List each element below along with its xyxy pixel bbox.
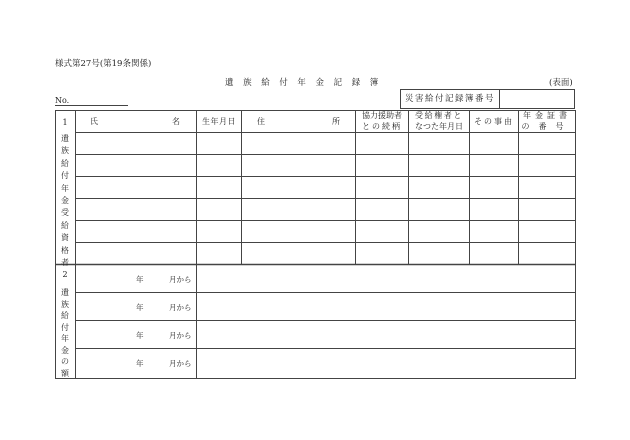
header-eligible-1: 受給権者と	[415, 111, 463, 120]
header-name-a: 氏	[90, 117, 98, 126]
header-relation-1: 協力援助者	[362, 111, 402, 120]
record-no-label: No.	[55, 96, 70, 105]
amount-row-year: 年	[136, 275, 144, 284]
amount-row-month: 月から	[169, 303, 192, 312]
side-label: (表面)	[549, 78, 573, 88]
amount-row-year: 年	[136, 331, 144, 340]
amount-row-year: 年	[136, 303, 144, 312]
section1-number: 1	[62, 118, 68, 127]
amount-row-month: 月から	[169, 359, 192, 368]
amount-row-month: 月から	[169, 275, 192, 284]
header-address-a: 住	[257, 117, 265, 126]
form-number-label: 様式第27号(第19条関係)	[55, 59, 152, 69]
document-title: 遺族給付年金記録簿	[225, 78, 388, 88]
header-address-b: 所	[332, 117, 340, 126]
register-number-label: 災害給付記録簿番号	[401, 90, 500, 108]
section1-vertical-label: 遺族給付年金受給資格者	[61, 134, 69, 268]
section2-vertical-label: 遺族給付年金の額	[61, 288, 69, 378]
header-cert-2: の番号	[521, 122, 573, 131]
header-birth-date: 生年月日	[202, 117, 236, 126]
header-eligible-2: なつた年月日	[415, 122, 463, 131]
header-reason: その事由	[474, 117, 514, 126]
section2-number: 2	[62, 270, 68, 279]
header-name-b: 名	[172, 117, 180, 126]
amount-row-month: 月から	[169, 331, 192, 340]
amount-row-year: 年	[136, 359, 144, 368]
header-relation-2: との続柄	[362, 122, 402, 131]
header-cert-1: 年金証書	[523, 111, 571, 120]
